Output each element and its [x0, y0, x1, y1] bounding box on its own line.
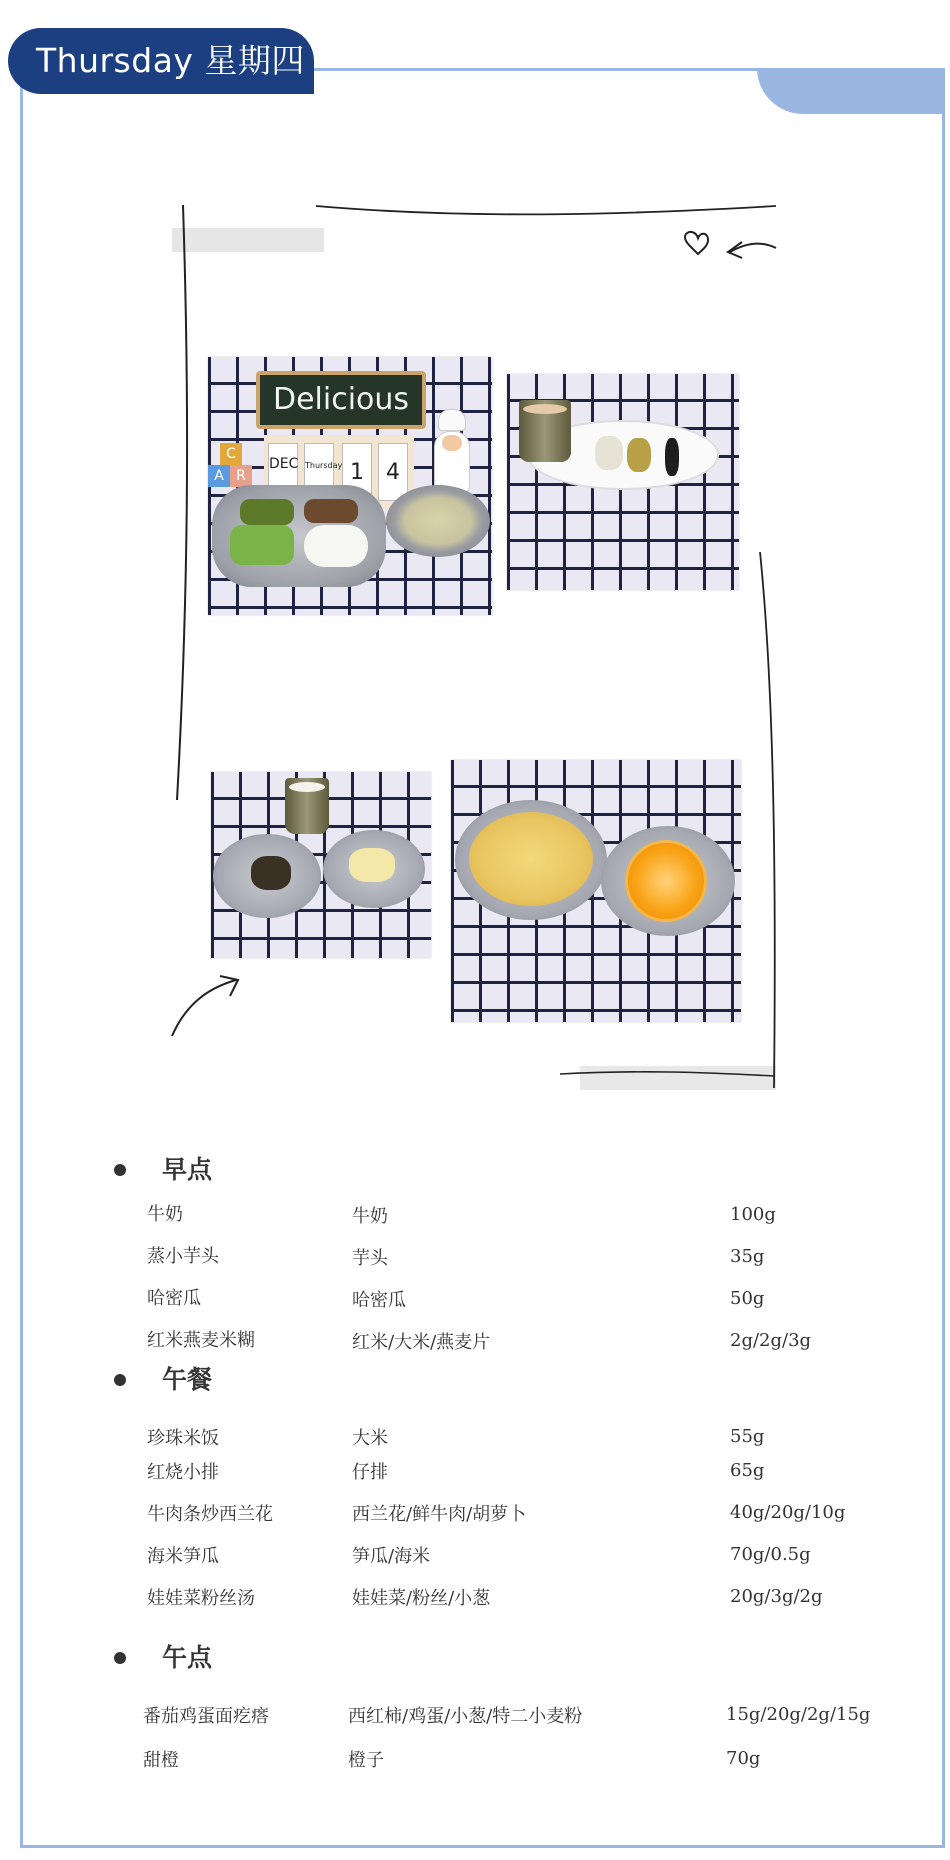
block-c: C — [220, 443, 242, 465]
section-breakfast — [162, 1150, 212, 1186]
item-name: 红烧小排 — [147, 1462, 219, 1483]
corner-decoration — [757, 68, 945, 114]
breakfast-photo — [507, 374, 739, 590]
item-ingredients: 仔排 — [352, 1462, 388, 1483]
section-title: 午餐 — [162, 1365, 213, 1394]
block-r: R — [230, 465, 252, 487]
item-amount: 35g — [730, 1246, 765, 1267]
taro-dish — [213, 834, 321, 918]
calendar-weekday: Thursday — [304, 443, 334, 501]
melon-dish — [323, 830, 425, 908]
block-a: A — [208, 465, 230, 487]
item-amount: 55g — [730, 1426, 765, 1447]
section-title: 午点 — [162, 1643, 213, 1672]
calendar-day-2: 4 — [378, 443, 408, 501]
item-ingredients: 芋头 — [352, 1248, 388, 1269]
item-ingredients: 大米 — [352, 1428, 388, 1449]
day-header — [8, 28, 314, 94]
calendar-day-1: 1 — [342, 443, 372, 501]
orange-dish — [601, 826, 735, 936]
item-name: 牛肉条炒西兰花 — [147, 1504, 273, 1525]
chef-figurine — [430, 409, 474, 495]
section-afternoon-snack — [162, 1638, 212, 1674]
item-name: 海米笋瓜 — [147, 1546, 219, 1567]
item-name: 蒸小芋头 — [147, 1246, 219, 1267]
item-ingredients: 哈密瓜 — [352, 1290, 406, 1311]
section-title: 早点 — [162, 1155, 213, 1184]
soup-bowl — [386, 485, 490, 557]
delicious-board — [256, 371, 426, 429]
item-name: 牛奶 — [147, 1204, 183, 1225]
item-name: 红米燕麦米糊 — [147, 1330, 255, 1351]
soup-dish — [455, 800, 607, 920]
item-name: 珍珠米饭 — [147, 1428, 219, 1449]
milk-cup — [519, 400, 571, 462]
item-amount: 65g — [730, 1460, 765, 1481]
item-name: 娃娃菜粉丝汤 — [147, 1588, 255, 1609]
lunch-photo — [208, 357, 492, 615]
item-ingredients: 西红柿/鸡蛋/小葱/特二小麦粉 — [348, 1706, 583, 1727]
item-ingredients: 西兰花/鲜牛肉/胡萝卜 — [352, 1504, 527, 1525]
board-text: Delicious — [272, 382, 410, 417]
steel-tray — [212, 485, 386, 587]
item-ingredients: 牛奶 — [352, 1206, 388, 1227]
drink-cup — [285, 778, 329, 834]
item-amount: 70g/0.5g — [730, 1544, 811, 1565]
calendar-month: DEC — [268, 443, 298, 501]
item-amount: 70g — [726, 1748, 761, 1769]
item-amount: 50g — [730, 1288, 765, 1309]
item-name: 哈密瓜 — [147, 1288, 201, 1309]
item-ingredients: 红米/大米/燕麦片 — [352, 1332, 491, 1353]
item-amount: 40g/20g/10g — [730, 1502, 846, 1523]
item-name: 甜橙 — [143, 1750, 179, 1771]
item-amount: 2g/2g/3g — [730, 1330, 812, 1351]
day-title: Thursday 星期四 — [36, 41, 305, 80]
snack-photo — [211, 772, 431, 958]
item-amount: 15g/20g/2g/15g — [726, 1704, 871, 1725]
item-ingredients: 橙子 — [348, 1750, 384, 1771]
item-name: 番茄鸡蛋面疙瘩 — [143, 1706, 269, 1727]
item-amount: 20g/3g/2g — [730, 1586, 823, 1607]
item-amount: 100g — [730, 1204, 776, 1225]
item-ingredients: 笋瓜/海米 — [352, 1546, 431, 1567]
section-lunch — [162, 1360, 212, 1396]
item-ingredients: 娃娃菜/粉丝/小葱 — [352, 1588, 491, 1609]
afternoon-photo — [451, 760, 741, 1022]
